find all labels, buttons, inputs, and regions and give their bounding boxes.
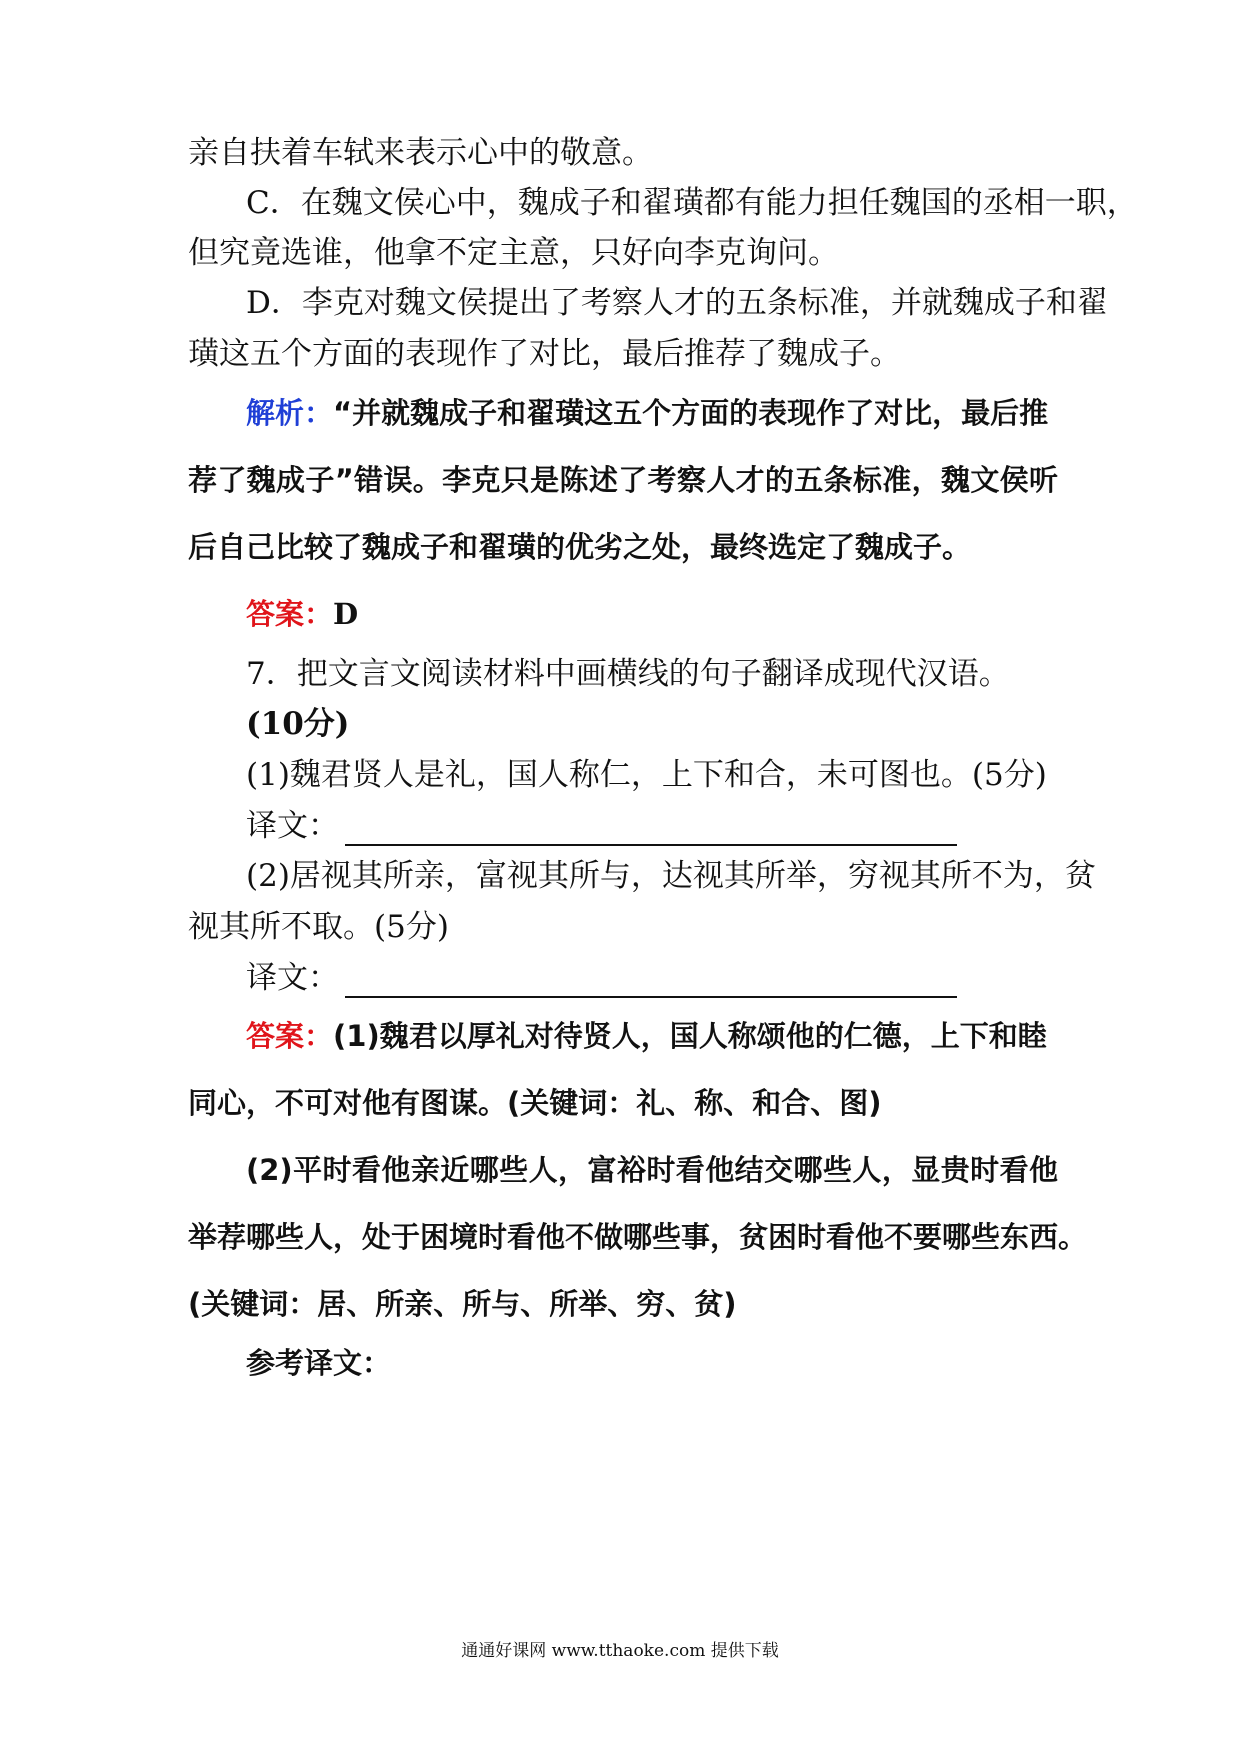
- answer-line: (关键词：居、所亲、所与、所举、穷、贫): [188, 1287, 737, 1321]
- text-line: 亲自扶着车轼来表示心中的敬意。: [188, 135, 653, 171]
- analysis-text: “并就魏成子和翟璜这五个方面的表现作了对比，最后推: [333, 396, 1049, 430]
- translation-label: 译文：: [246, 960, 339, 996]
- answer-text: (1)魏君以厚礼对待贤人，国人称颂他的仁德，上下和睦: [333, 1019, 1047, 1053]
- sub-question-1: (1)魏君贤人是礼，国人称仁，上下和合，未可图也。(5分): [246, 757, 1047, 793]
- analysis-label: 解析：: [246, 396, 334, 430]
- answer-label: 答案：: [246, 1019, 334, 1053]
- answer-value: D: [333, 597, 359, 631]
- translation-blank-2: [246, 958, 1116, 998]
- option-c-line: C．在魏文侯心中，魏成子和翟璜都有能力担任魏国的丞相一职，: [246, 185, 1138, 221]
- answer-label: 答案：: [246, 597, 334, 631]
- sub-question-2: (2)居视其所亲，富视其所与，达视其所举，穷视其所不为，贫: [246, 858, 1096, 894]
- answer-underline: [345, 816, 957, 846]
- analysis-line: 荐了魏成子”错误。李克只是陈述了考察人才的五条标准，魏文侯听: [188, 463, 1058, 497]
- reference-translation-heading: 参考译文：: [246, 1346, 392, 1380]
- text-line: 视其所不取。(5分): [188, 909, 449, 945]
- answer-line: 同心，不可对他有图谋。(关键词：礼、称、和合、图): [188, 1086, 882, 1120]
- answer-line: (2)平时看他亲近哪些人，富裕时看他结交哪些人，显贵时看他: [246, 1153, 1058, 1187]
- translation-label: 译文：: [246, 808, 339, 844]
- analysis-line: 后自己比较了魏成子和翟璜的优劣之处，最终选定了魏成子。: [188, 530, 972, 564]
- translation-blank-1: [246, 806, 1116, 846]
- option-d-line: D．李克对魏文侯提出了考察人才的五条标准，并就魏成子和翟: [246, 285, 1108, 321]
- answer-underline: [345, 968, 957, 998]
- question-score: (10分): [246, 706, 350, 742]
- text-line: 但究竟选谁，他拿不定主意，只好向李克询问。: [188, 235, 839, 271]
- answer-line: [246, 1016, 1058, 1056]
- text-line: 璜这五个方面的表现作了对比，最后推荐了魏成子。: [188, 336, 901, 372]
- question-7: 7．把文言文阅读材料中画横线的句子翻译成现代汉语。: [246, 656, 1010, 692]
- page-footer: 通通好课网 www.tthaoke.com 提供下载: [461, 1641, 779, 1661]
- analysis-line: [246, 393, 1058, 433]
- answer-line: 举荐哪些人，处于困境时看他不做哪些事，贫困时看他不要哪些东西。: [188, 1220, 1088, 1254]
- answer-line: [246, 594, 1116, 634]
